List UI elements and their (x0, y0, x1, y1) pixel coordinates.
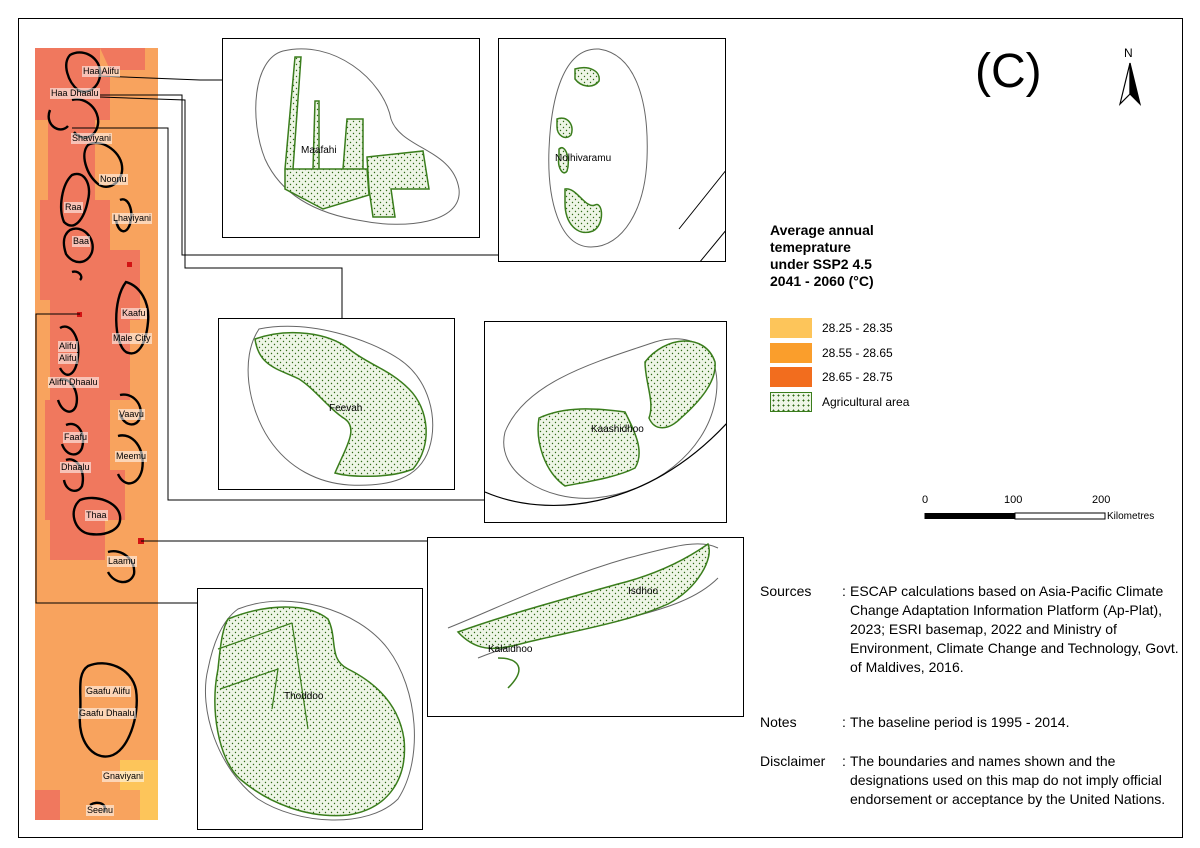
island-label: Kaashidhoo (591, 424, 644, 435)
disclaimer-text: The boundaries and names shown and the designations used on this map do not imply official endorsement or acceptance by the United Nations. (850, 753, 1166, 807)
notes-key: Notes (760, 714, 797, 730)
colon: : (842, 714, 846, 730)
colon: : (842, 583, 846, 599)
inset-kaashidhoo (484, 321, 727, 523)
panel-label: (C) (975, 45, 1042, 98)
atoll-label: Haa Dhaalu (51, 88, 99, 98)
legend-swatch (770, 367, 812, 387)
island-label: Nolhivaramu (555, 153, 612, 164)
inset-maafahi (222, 38, 480, 238)
atoll-label: Faafu (64, 432, 88, 442)
legend-title (770, 222, 970, 290)
atoll-label: Shaviyani (72, 133, 112, 143)
island-label: Feevah (329, 403, 363, 414)
legend-label: 28.65 - 28.75 (822, 370, 893, 384)
atoll-label: Male City (113, 333, 151, 343)
atoll-label: Raa (65, 202, 82, 212)
atoll-label: Dhaalu (61, 462, 90, 472)
legend-swatch (770, 318, 812, 338)
atoll-label: Meemu (116, 451, 147, 461)
scale-tick-label: 200 (1092, 494, 1111, 506)
atoll-label: Gnaviyani (103, 771, 144, 781)
atoll-label: Lhaviyani (113, 213, 152, 223)
legend-title-line: temeprature (770, 239, 851, 255)
legend-label: 28.55 - 28.65 (822, 346, 893, 360)
atoll-label: Alifu (59, 353, 77, 363)
atoll-label: Baa (73, 236, 90, 246)
legend-swatch (770, 392, 812, 412)
scale-tick-label: 0 (922, 494, 929, 506)
island-label: Kalaidhoo (488, 644, 533, 655)
atoll-label: Haa Alifu (83, 66, 120, 76)
island-label: Thoddoo (284, 691, 324, 702)
scale-tick-label: 100 (1004, 494, 1023, 506)
inset-thoddoo (197, 588, 423, 830)
atoll-label: Vaavu (119, 409, 144, 419)
legend-label: Agricultural area (822, 395, 910, 409)
inset-kalaidhoo-isdhoo (427, 537, 744, 717)
legend-title-line: Average annual (770, 222, 874, 238)
inset-feevah (218, 318, 455, 490)
atoll-label: Alifu (59, 341, 77, 351)
disclaimer-key: Disclaimer (760, 753, 826, 769)
atoll-label: Alifu Dhaalu (49, 377, 98, 387)
atoll-label: Noonu (100, 174, 127, 184)
scale-bar (925, 513, 1105, 519)
atoll-label: Seenu (87, 805, 114, 815)
atoll-label: Thaa (86, 510, 107, 520)
colon: : (842, 753, 846, 769)
island-label: Maafahi (301, 145, 337, 156)
legend-title-line: 2041 - 2060 (°C) (770, 273, 874, 289)
north-arrow-icon (1120, 63, 1140, 104)
north-label: N (1124, 46, 1133, 60)
inset-nolhivaramu (498, 38, 726, 262)
atoll-label: Laamu (108, 556, 136, 566)
atoll-label: Gaafu Alifu (86, 686, 131, 696)
sources-key: Sources (760, 583, 812, 599)
atoll-label: Gaafu Dhaalu (79, 708, 135, 718)
sources-text: ESCAP calculations based on Asia-Pacific Climate Change Adaptation Information Platform (Ap-Plat), 2023; ESRI basemap, 2022 and Ministry of Environment, Climate Change and Technology, Govt. of Maldives, 2016. (850, 583, 1179, 675)
atoll-label: Kaafu (122, 308, 146, 318)
notes-text: The baseline period is 1995 - 2014. (850, 714, 1070, 730)
legend-swatch (770, 343, 812, 363)
legend-label: 28.25 - 28.35 (822, 321, 893, 335)
scale-unit: Kilometres (1107, 511, 1155, 522)
temperature-raster-high-south (35, 790, 60, 820)
legend-title-line: under SSP2 4.5 (770, 256, 872, 272)
island-label: Isdhoo (628, 586, 659, 597)
